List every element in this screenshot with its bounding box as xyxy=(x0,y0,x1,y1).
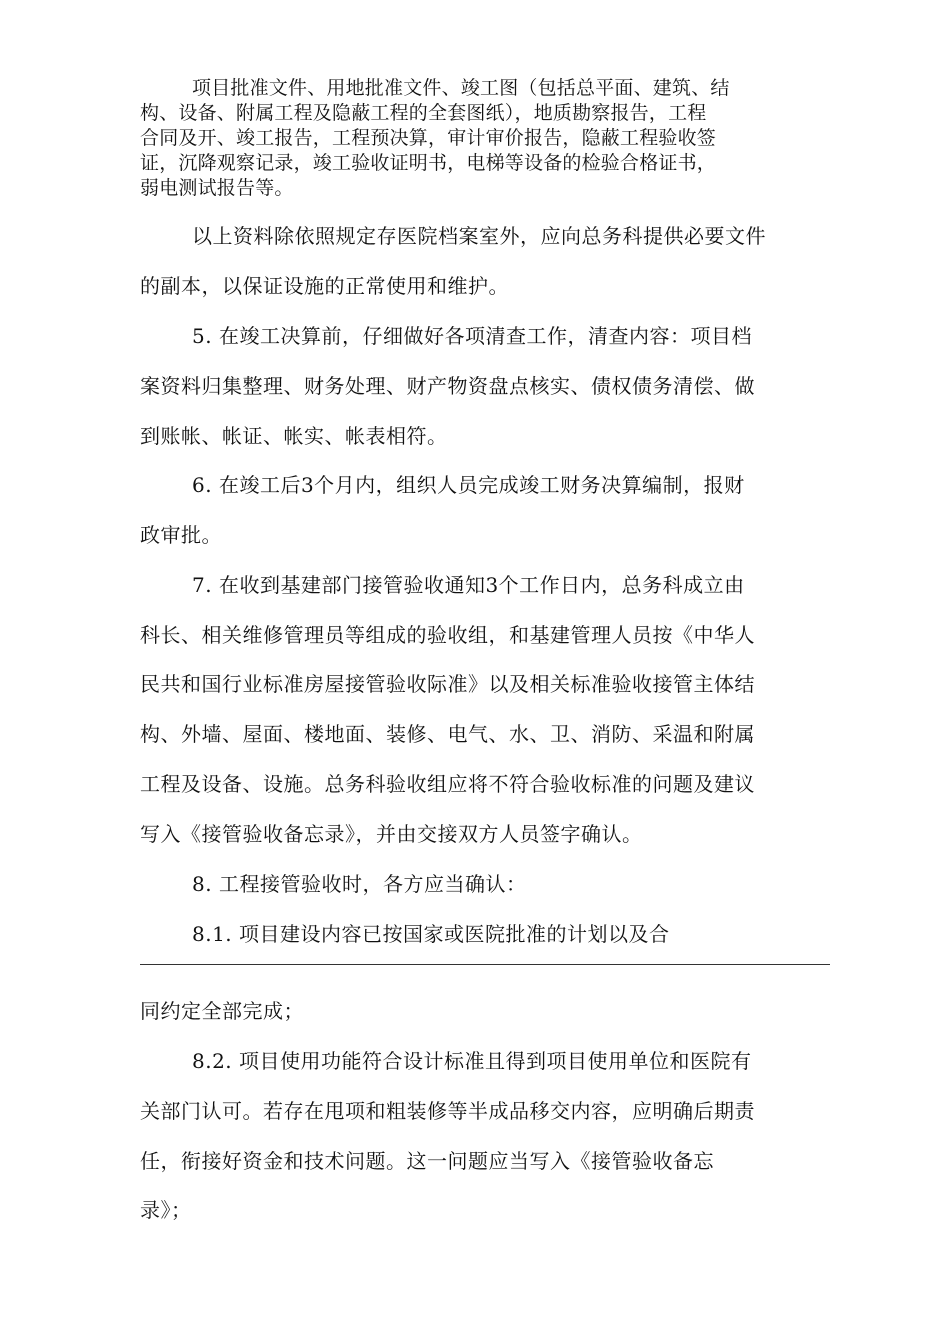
text-line: 合同及开、竣工报告，工程预决算，审计审价报告，隐蔽工程验收签 xyxy=(140,127,717,149)
list-item-5: 5. 在竣工决算前，仔细做好各项清查工作，清查内容：项目档 xyxy=(192,324,752,348)
text-line: 政审批。 xyxy=(140,523,222,547)
horizontal-divider xyxy=(140,964,830,965)
text-line: 构、设备、附属工程及隐蔽工程的全套图纸），地质勘察报告，工程 xyxy=(140,102,707,124)
text-line: 任，衔接好资金和技术问题。这一问题应当写入《接管验收备忘 xyxy=(140,1149,714,1173)
text-line: 证，沉降观察记录，竣工验收证明书，电梯等设备的检验合格证书， xyxy=(140,152,717,174)
text-line: 工程及设备、设施。总务科验收组应将不符合验收标准的问题及建议 xyxy=(140,772,755,796)
text-line: 构、外墙、屋面、楼地面、装修、电气、水、卫、消防、采温和附属 xyxy=(140,722,755,746)
text-line: 同约定全部完成； xyxy=(140,999,304,1023)
text-line: 的副本，以保证设施的正常使用和维护。 xyxy=(140,274,509,298)
text-line: 案资料归集整理、财务处理、财产物资盘点核实、债权债务清偿、做 xyxy=(140,374,755,398)
text-line: 弱电测试报告等。 xyxy=(140,177,294,199)
text-line: 关部门认可。若存在甩项和粗装修等半成品移交内容，应明确后期责 xyxy=(140,1099,755,1123)
text-line: 录》； xyxy=(140,1198,192,1222)
text-line: 到账帐、帐证、帐实、帐表相符。 xyxy=(140,424,448,448)
text-line: 项目批准文件、用地批准文件、竣工图（包括总平面、建筑、结 xyxy=(192,77,730,99)
text-line: 写入《接管验收备忘录》，并由交接双方人员签字确认。 xyxy=(140,822,643,846)
list-item-8: 8. 工程接管验收时，各方应当确认： xyxy=(192,872,527,896)
text-line: 民共和国行业标准房屋接管验收际准》以及相关标准验收接管主体结 xyxy=(140,672,755,696)
list-item-6: 6. 在竣工后3个月内，组织人员完成竣工财务决算编制，报财 xyxy=(192,473,745,497)
text-line: 以上资料除依照规定存医院档案室外，应向总务科提供必要文件 xyxy=(192,224,766,248)
list-item-7: 7. 在收到基建部门接管验收通知3个工作日内，总务科成立由 xyxy=(192,573,745,597)
list-item-8-2: 8.2. 项目使用功能符合设计标准且得到项目使用单位和医院有 xyxy=(192,1049,752,1073)
text-line: 科长、相关维修管理员等组成的验收组，和基建管理人员按《中华人 xyxy=(140,623,755,647)
list-item-8-1: 8.1. 项目建设内容已按国家或医院批准的计划以及合 xyxy=(192,922,670,946)
